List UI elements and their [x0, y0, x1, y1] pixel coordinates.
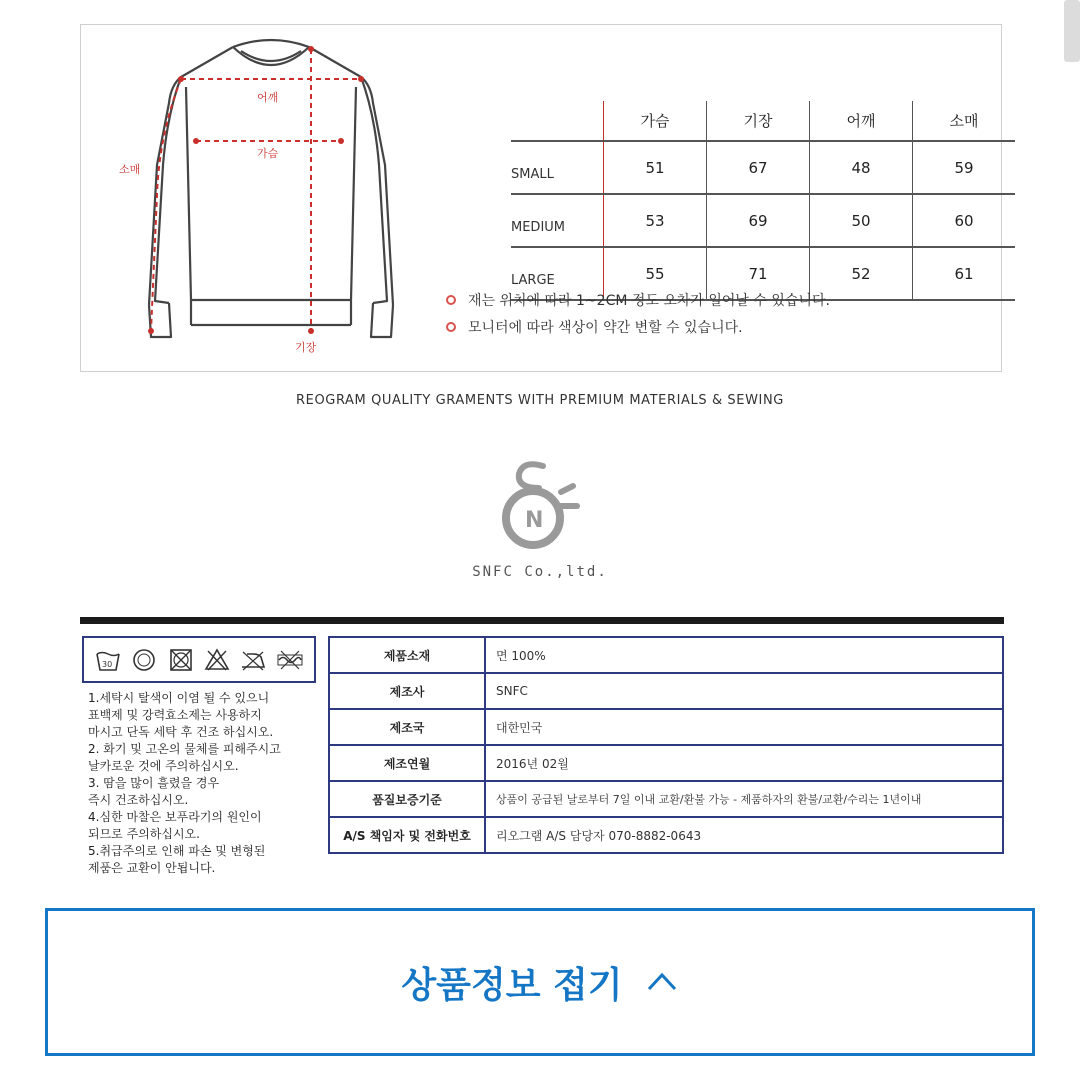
size-label: MEDIUM	[511, 220, 566, 235]
dry-clean-icon	[130, 646, 158, 674]
scrollbar-thumb[interactable]	[1064, 0, 1080, 62]
info-value: SNFC	[485, 673, 1003, 709]
company-name: SNFC Co.,ltd.	[472, 564, 608, 580]
table-cell: 59	[912, 142, 1015, 193]
table-row	[329, 673, 1003, 709]
table-row	[329, 817, 1003, 853]
size-label: LARGE	[511, 273, 555, 288]
size-label: SMALL	[511, 167, 554, 182]
collapse-button-label: 상품정보 접기	[401, 964, 623, 1006]
snfc-logo-icon	[487, 458, 583, 554]
sweater-diagram	[81, 25, 501, 371]
column-header: 어깨	[809, 101, 912, 140]
table-row	[329, 781, 1003, 817]
brand-tagline: REOGRAM QUALITY GRAMENTS WITH PREMIUM MATERIALS & SEWING	[296, 393, 784, 408]
no-bleach-icon	[203, 646, 231, 674]
info-key: 제조국	[329, 709, 485, 745]
info-key: 제품소재	[329, 637, 485, 673]
info-key: 품질보증기준	[329, 781, 485, 817]
bullet-circle-icon	[446, 322, 456, 332]
svg-text:30: 30	[102, 659, 113, 669]
table-cell: 52	[809, 248, 912, 299]
product-info-table	[328, 636, 1004, 854]
table-cell: 55	[603, 248, 706, 299]
table-cell: 51	[603, 142, 706, 193]
info-key: A/S 책임자 및 전화번호	[329, 817, 485, 853]
info-value: 상품이 공급된 날로부터 7일 이내 교환/환불 가능 - 제품하자의 환불/교환/수리는 1년이내	[485, 781, 1003, 817]
info-value: 대한민국	[485, 709, 1003, 745]
bullet-circle-icon	[446, 295, 456, 305]
care-instructions: 1.세탁시 탈색이 이염 될 수 있으니 표백제 및 강력효소제는 사용하지 마시고 단독 세탁 후 건조 하십시오. 2. 화기 및 고온의 물체를 피해주시고 날카로운 것에 주의하십시오. 3. 땀을 많이 흘렸을 경우 즉시 건조하십시오. 4.심한 마찰은 보푸라기의 원인이 되므로 주의하십시오. 5.취급주의로 인해 파손 및 변형된 제품은 교환이 안됩니다.	[88, 691, 281, 875]
table-cell: 53	[603, 195, 706, 246]
size-row-medium	[511, 195, 1015, 248]
column-header: 소매	[912, 101, 1015, 140]
note-item: 재는 위치에 따라 1~2CM 정도 오차가 일어날 수 있습니다.	[446, 290, 830, 310]
table-cell: 67	[706, 142, 809, 193]
collapse-product-info-button[interactable]	[45, 908, 1035, 1056]
info-key: 제조연월	[329, 745, 485, 781]
info-key: 제조사	[329, 673, 485, 709]
no-tumble-dry-icon	[167, 646, 195, 674]
sleeve-label: 소매	[119, 163, 141, 176]
svg-text:N: N	[525, 508, 544, 533]
table-cell: 50	[809, 195, 912, 246]
size-notes	[446, 290, 830, 344]
shoulder-label: 어깨	[257, 91, 279, 104]
table-cell: 61	[912, 248, 1015, 299]
care-symbols	[82, 636, 316, 683]
no-wring-icon	[276, 646, 304, 674]
info-value: 2016년 02월	[485, 745, 1003, 781]
note-item: 모니터에 따라 색상이 약간 변할 수 있습니다.	[446, 317, 830, 337]
size-table-header	[511, 101, 1015, 142]
column-header: 가슴	[603, 101, 706, 140]
table-cell: 60	[912, 195, 1015, 246]
section-divider	[80, 617, 1004, 624]
table-cell: 71	[706, 248, 809, 299]
table-cell: 48	[809, 142, 912, 193]
table-row	[329, 709, 1003, 745]
size-table	[511, 101, 1015, 301]
info-value: 면 100%	[485, 637, 1003, 673]
chest-label: 가슴	[257, 147, 279, 160]
size-row-small	[511, 142, 1015, 195]
wash-30-icon	[94, 646, 122, 674]
column-header: 기장	[706, 101, 809, 140]
table-row	[329, 637, 1003, 673]
chevron-up-icon	[645, 965, 679, 999]
iron-low-icon	[239, 646, 267, 674]
length-label: 기장	[295, 341, 317, 354]
table-cell: 69	[706, 195, 809, 246]
info-value: 리오그램 A/S 담당자 070-8882-0643	[485, 817, 1003, 853]
table-row	[329, 745, 1003, 781]
